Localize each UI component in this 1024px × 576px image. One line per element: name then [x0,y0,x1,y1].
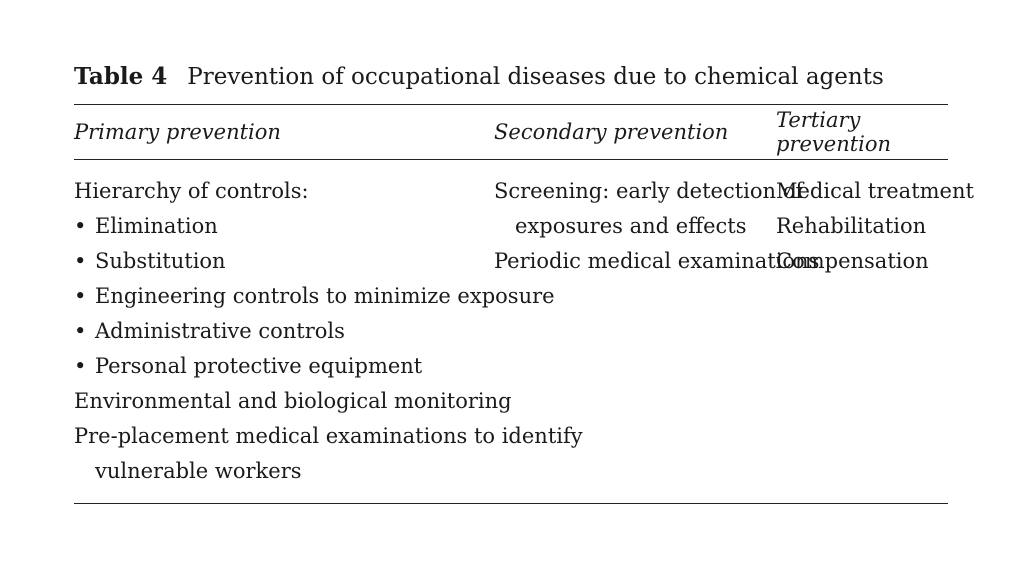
hierarchy-heading: Hierarchy of controls: [74,179,309,203]
table-body-row [74,160,974,503]
monitoring-item: Environmental and biological monitoring [74,389,512,413]
table-label: Table 4 [74,63,168,90]
bullet-icon: • [74,354,87,378]
periodic-exam-item: Periodic medical examinations [494,249,820,273]
list-item: • Substitution [74,244,494,279]
list-item: • Elimination [74,209,494,244]
bullet-icon: • [74,319,87,343]
preplacement-item-line2: vulnerable workers [95,459,302,483]
list-item: • Engineering controls to minimize exposure [74,279,494,314]
header-row [74,105,948,159]
bottom-rule [74,503,948,504]
tertiary-prevention-cell [776,174,974,489]
bullet-icon: • [74,214,87,238]
list-item: Rehabilitation [776,214,927,238]
header-secondary-prevention: Secondary prevention [494,120,729,144]
preplacement-item-line1: Pre-placement medical examinations to identify [74,424,583,448]
header-primary-prevention: Primary prevention [74,120,281,144]
table-caption [74,62,948,92]
bullet-icon: • [74,249,87,273]
secondary-prevention-cell [494,174,820,489]
list-item: • Administrative controls [74,314,494,349]
prevention-table [74,62,974,504]
screening-item-line1: Screening: early detection of [494,179,804,203]
primary-prevention-cell [74,174,583,489]
list-item: Compensation [776,249,929,273]
screening-item-line2: exposures and effects [515,214,747,238]
table-title: Prevention of occupational diseases due to chemical agents [187,64,884,90]
bullet-icon: • [74,284,87,308]
list-item: • Personal protective equipment [74,349,494,384]
list-item: Medical treatment [776,179,974,203]
header-tertiary-prevention: Tertiary prevention [776,108,892,156]
